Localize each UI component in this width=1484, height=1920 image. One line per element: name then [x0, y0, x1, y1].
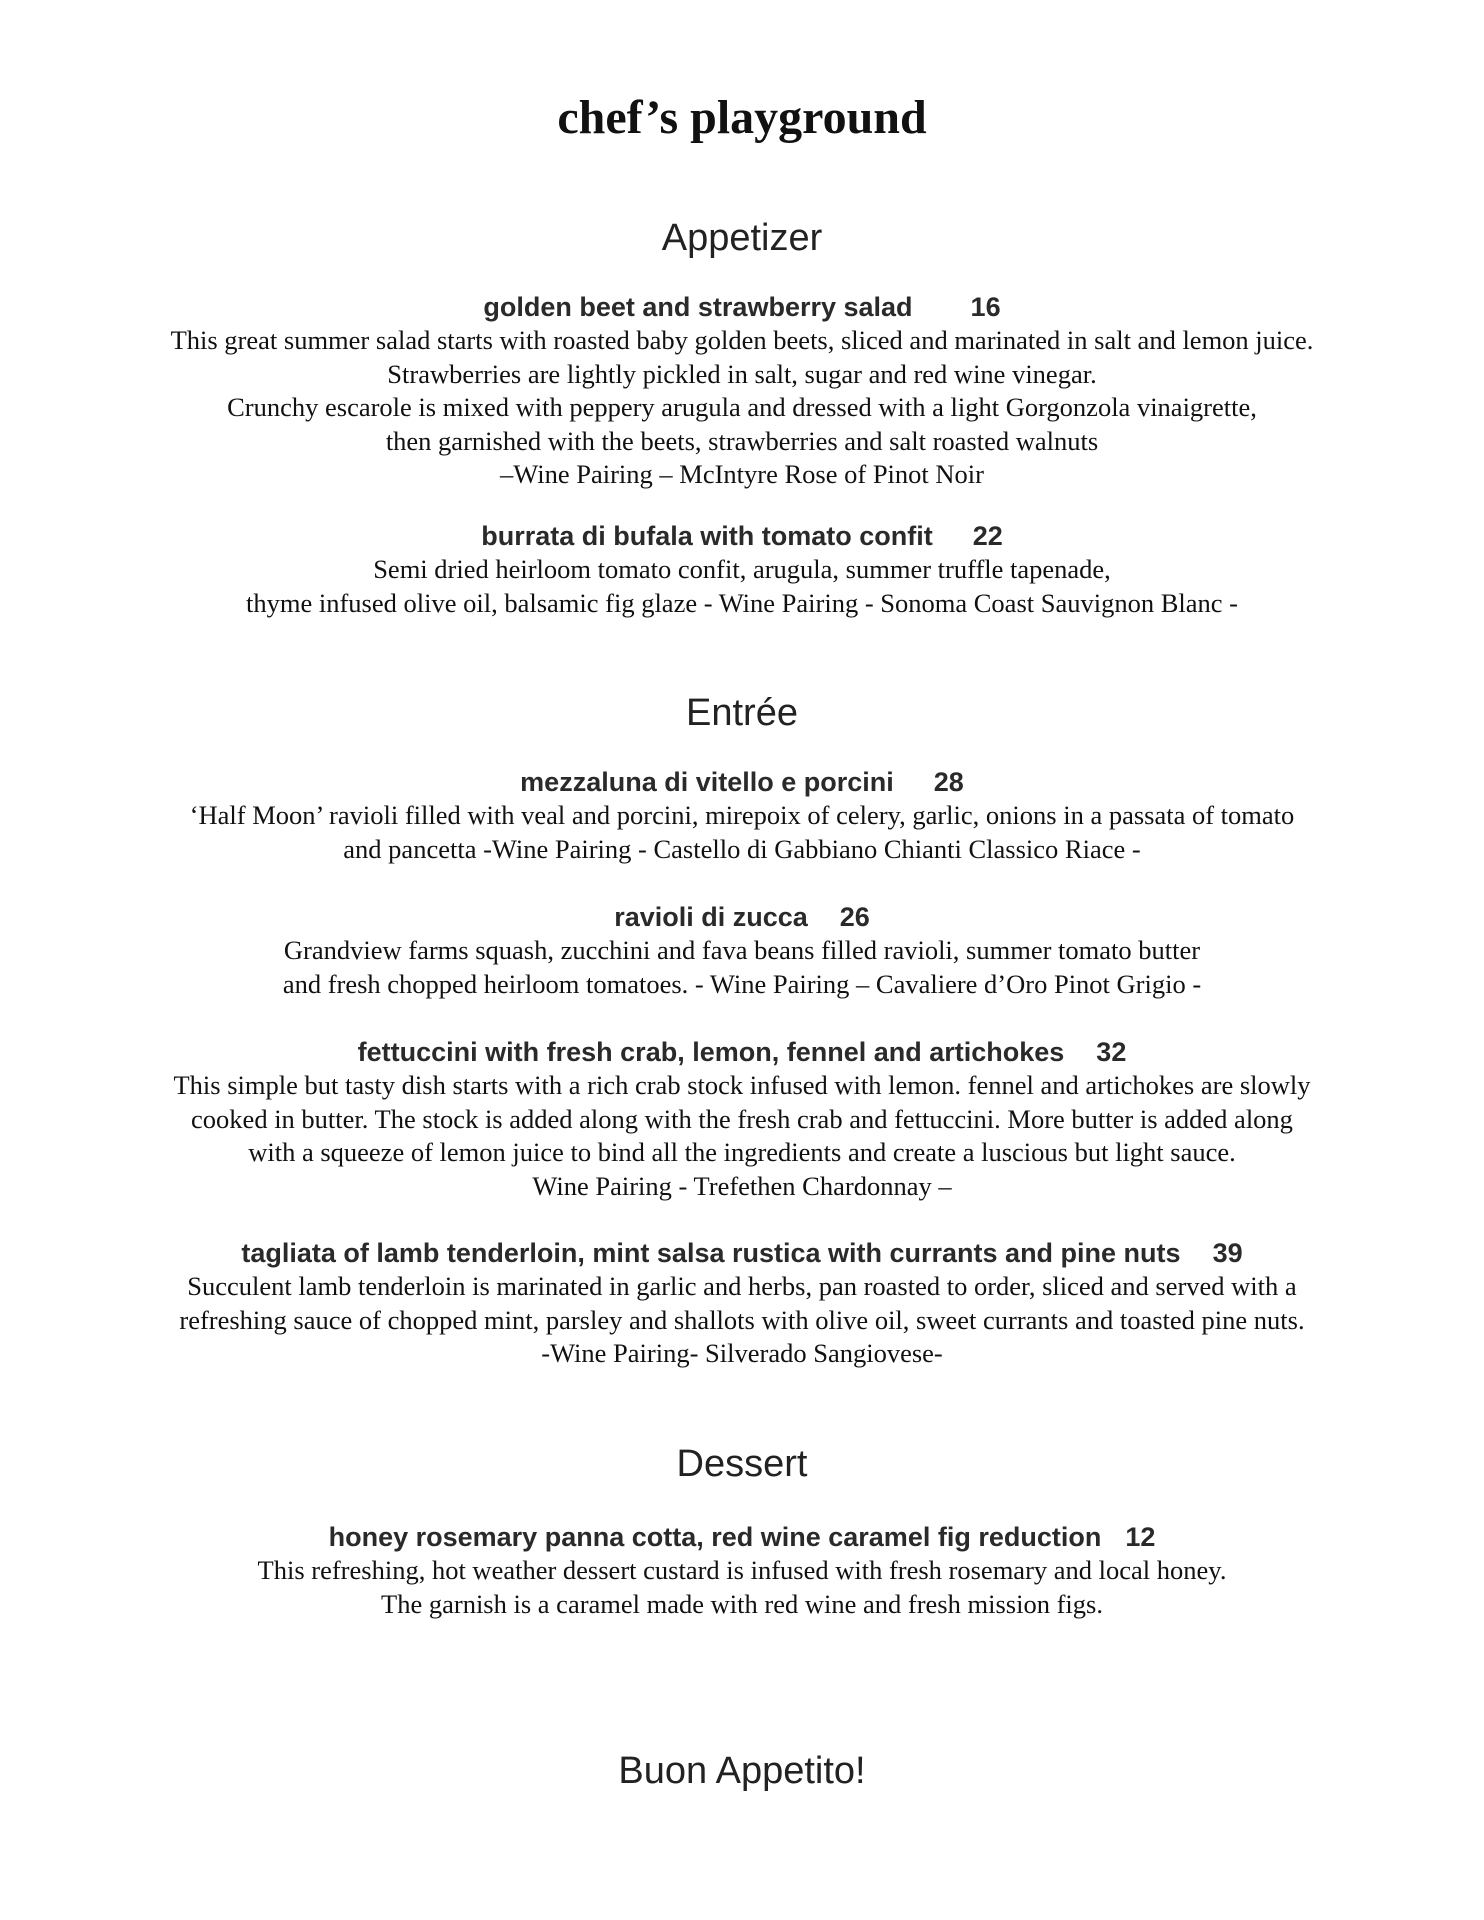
dish-price: 26: [839, 902, 870, 932]
description-line: Succulent lamb tenderloin is marinated in garlic and herbs, pan roasted to order, sliced and served with a: [187, 1271, 1297, 1301]
dish-name: mezzaluna di vitello e porcini: [520, 767, 894, 797]
dish-title-line: [60, 1520, 1424, 1554]
dish-price: 39: [1212, 1238, 1243, 1268]
wine-pairing: –Wine Pairing – McIntyre Rose of Pinot Noir: [500, 459, 984, 489]
dish-name: tagliata of lamb tenderloin, mint salsa rustica with currants and pine nuts: [241, 1238, 1181, 1268]
dish-description: [60, 934, 1424, 1001]
wine-pairing: Wine Pairing - Trefethen Chardonnay –: [532, 1170, 952, 1201]
dish-name: honey rosemary panna cotta, red wine caramel fig reduction: [328, 1522, 1102, 1552]
dish-description: [60, 1554, 1424, 1621]
dish-description: [60, 1270, 1424, 1371]
dish-price: 16: [970, 292, 1001, 322]
description-line: thyme infused olive oil, balsamic fig glaze - Wine Pairing - Sonoma Coast Sauvignon Blanc -: [245, 587, 1238, 618]
dish-description: [60, 553, 1424, 620]
menu-title: chef’s playground: [557, 91, 927, 144]
description-line: This simple but tasty dish starts with a rich crab stock infused with lemon. fennel and artichokes are slowly: [173, 1070, 1311, 1100]
description-line: Semi dried heirloom tomato confit, arugula, summer truffle tapenade,: [373, 554, 1111, 584]
dish-golden-beet-salad: [60, 290, 1424, 492]
dish-ravioli-di-zucca: [60, 900, 1424, 1001]
dish-price: 12: [1125, 1522, 1156, 1552]
description-line: The garnish is a caramel made with red wine and fresh mission figs.: [381, 1588, 1103, 1619]
description-line: cooked in butter. The stock is added along with the fresh crab and fettuccini. More butter is added along: [191, 1103, 1293, 1134]
dish-price: 22: [972, 521, 1003, 551]
dish-panna-cotta: [60, 1520, 1424, 1621]
description-line: and fresh chopped heirloom tomatoes. - Wine Pairing – Cavaliere d’Oro Pinot Grigio -: [282, 968, 1202, 999]
description-line: Crunchy escarole is mixed with peppery arugula and dressed with a light Gorgonzola vinaigrette,: [227, 392, 1257, 422]
dish-title-line: [60, 519, 1424, 553]
description-line: ‘Half Moon’ ravioli filled with veal and porcini, mirepoix of celery, garlic, onions in a passata of tomato: [189, 800, 1295, 830]
dish-lamb-tagliata: [60, 1236, 1424, 1371]
description-line: This great summer salad starts with roasted baby golden beets, sliced and marinated in salt and lemon juice.: [170, 325, 1314, 355]
description-line: with a squeeze of lemon juice to bind all the ingredients and create a luscious but light sauce.: [248, 1137, 1236, 1167]
wine-pairing: -Wine Pairing- Silverado Sangiovese-: [541, 1338, 943, 1368]
dish-title-line: [60, 900, 1424, 934]
description-line: Grandview farms squash, zucchini and fava beans filled ravioli, summer tomato butter: [283, 935, 1201, 965]
dish-title-line: [60, 1236, 1424, 1270]
description-line: Strawberries are lightly pickled in salt, sugar and red wine vinegar.: [387, 358, 1097, 389]
dish-name: golden beet and strawberry salad: [483, 292, 913, 322]
section-heading-dessert: Dessert: [676, 1443, 808, 1485]
dish-name: fettuccini with fresh crab, lemon, fennel and artichokes: [357, 1037, 1065, 1067]
dish-title-line: [60, 765, 1424, 799]
dish-fettuccini-crab: [60, 1035, 1424, 1203]
description-line: refreshing sauce of chopped mint, parsley and shallots with olive oil, sweet currants and toasted pine nuts.: [179, 1304, 1305, 1335]
dish-description: [60, 1069, 1424, 1203]
dish-description: [60, 799, 1424, 866]
dish-name: ravioli di zucca: [614, 902, 808, 932]
description-line: then garnished with the beets, strawberries and salt roasted walnuts: [385, 425, 1099, 456]
dish-title-line: [60, 290, 1424, 324]
dish-name: burrata di bufala with tomato confit: [481, 521, 933, 551]
closing-message: Buon Appetito!: [618, 1750, 866, 1792]
section-heading-appetizer: Appetizer: [661, 217, 823, 259]
dish-mezzaluna: [60, 765, 1424, 866]
description-line: This refreshing, hot weather dessert custard is infused with fresh rosemary and local honey.: [257, 1555, 1227, 1585]
dish-title-line: [60, 1035, 1424, 1069]
dish-price: 28: [933, 767, 964, 797]
dish-price: 32: [1096, 1037, 1127, 1067]
dish-burrata: [60, 519, 1424, 620]
description-line: and pancetta -Wine Pairing - Castello di Gabbiano Chianti Classico Riace -: [343, 833, 1141, 864]
dish-description: [60, 324, 1424, 492]
section-heading-entree: Entrée: [686, 692, 798, 734]
